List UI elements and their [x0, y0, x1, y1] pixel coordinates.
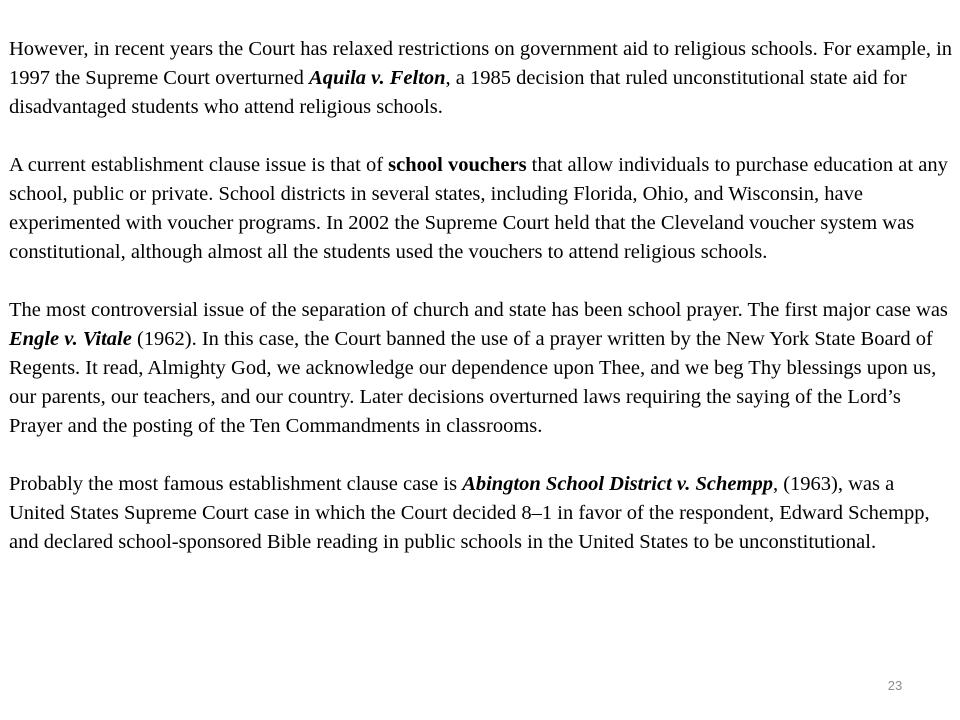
paragraph-school-vouchers	[9, 151, 954, 267]
paragraph-text: Probably the most famous establishment clause case is	[9, 473, 463, 495]
case-name-engle-v-vitale: Engle v. Vitale	[9, 328, 132, 350]
paragraph-text: The most controversial issue of the separation of church and state has been school prayer. The first major case was	[9, 299, 948, 321]
paragraph-text: , (1963), was a United States Supreme Court case in which the Court decided 8–1 in favor of the respondent, Edward Schempp, and declared school-sponsored Bible reading in public schools in the United States to be unconstitutional.	[9, 473, 930, 553]
term-school-vouchers: school vouchers	[388, 154, 527, 176]
paragraph-text: (1962). In this case, the Court banned the use of a prayer written by the New York State Board of Regents. It read, Almighty God, we acknowledge our dependence upon Thee, and we beg Thy blessings upon us, our parents, our teachers, and our country. Later decisions overturned laws requiring the saying of the Lord’s Prayer and the posting of the Ten Commandments in classrooms.	[9, 328, 937, 437]
paragraph-text: , a 1985 decision that ruled unconstitutional state aid for disadvantaged students who attend religious schools.	[9, 67, 907, 118]
paragraph-text: A current establishment clause issue is that of	[9, 154, 389, 176]
paragraph-government-aid	[9, 35, 954, 122]
paragraph-text: that allow individuals to purchase education at any school, public or private. School districts in several states, including Florida, Ohio, and Wisconsin, have experimented with voucher programs. In 2002 the Supreme Court held that the Cleveland voucher system was constitutional, although almost all the students used the vouchers to attend religious schools.	[9, 154, 948, 263]
slide-body	[9, 35, 954, 557]
case-name-aquila-v-felton: Aquila v. Felton	[309, 67, 446, 89]
paragraph-school-prayer	[9, 296, 954, 441]
case-name-abington-v-schempp: Abington School District v. Schempp	[462, 473, 773, 495]
slide-number: 23	[887, 678, 903, 693]
paragraph-text: However, in recent years the Court has relaxed restrictions on government aid to religious schools. For example, in 1997 the Supreme Court overturned	[9, 38, 953, 89]
paragraph-abington-schempp	[9, 470, 954, 557]
